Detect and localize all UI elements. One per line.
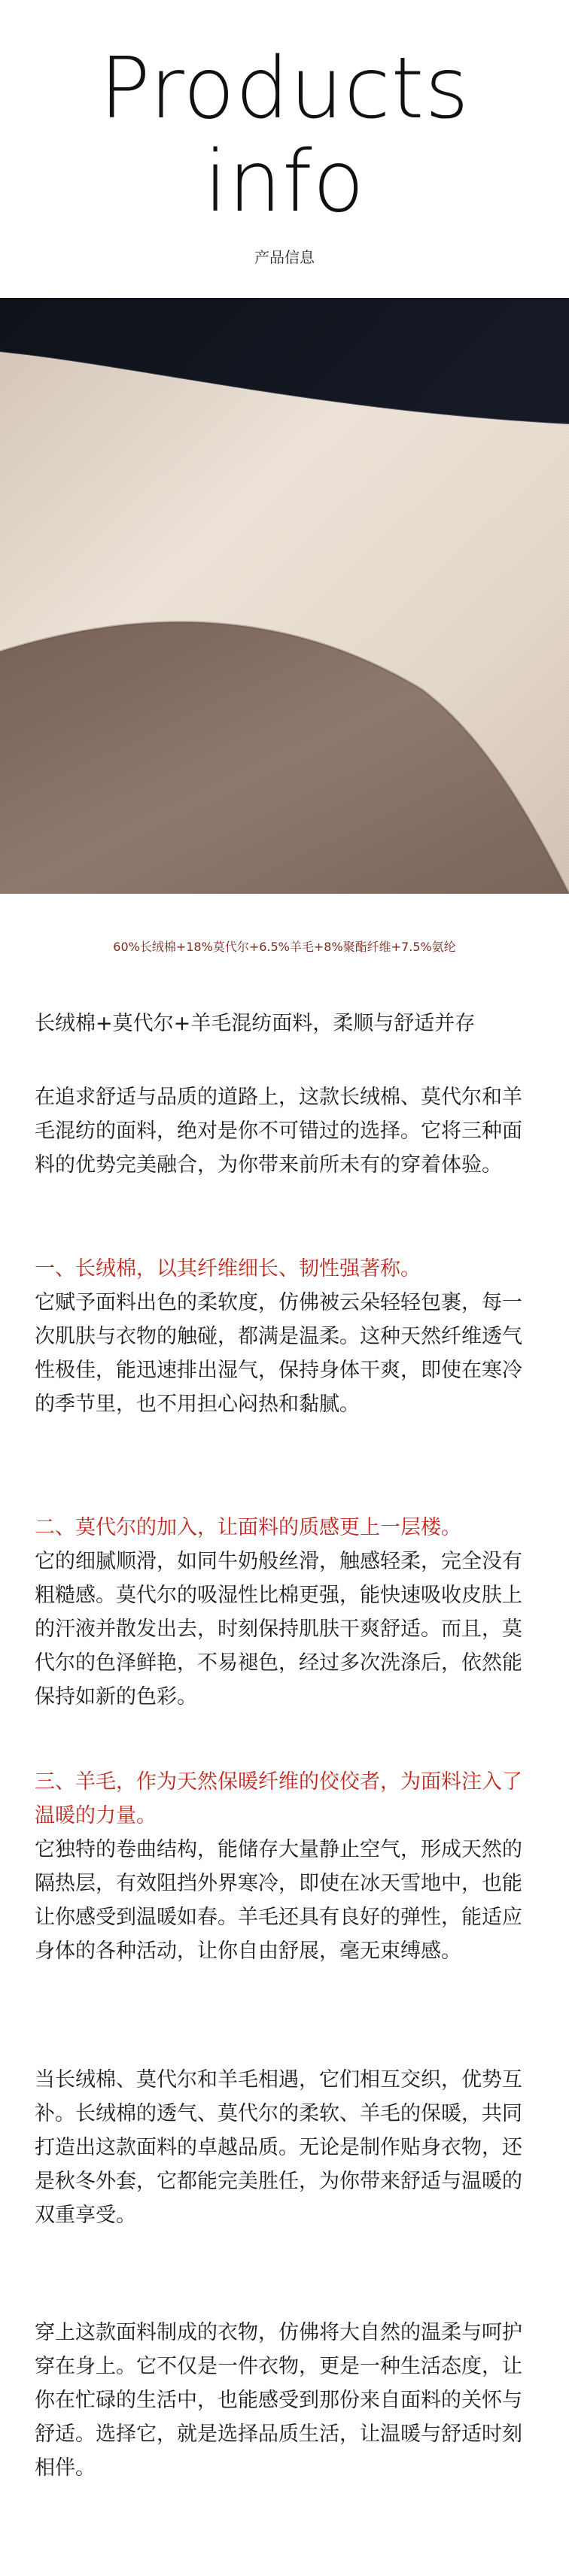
page-title-line1: Products [99,40,470,138]
closing-paragraph: 穿上这款面料制成的衣物，仿佛将大自然的温柔与呵护穿在身上。它不仅是一件衣物，更是一种生活态度，让你在忙碌的生活中，也能感受到那份来自面料的关怀与舒适。选择它，就是选择品质生活，让温暖与舒适时刻相伴。 [35,2321,522,2480]
wool-paragraph: 它独特的卷曲结构，能储存大量静止空气，形成天然的隔热层，有效阻挡外界寒冷，即使在冰天雪地中，也能让你感受到温暖如春。羊毛还具有良好的弹性，能适应身体的各种活动，让你自由舒展，毫无束缚感。 [35,1838,522,1963]
page-title-line2: info [203,133,366,231]
modal-paragraph: 它的细腻顺滑，如同牛奶般丝滑，触感轻柔，完全没有粗糙感。莫代尔的吸湿性比棉更强，能快速吸收皮肤上的汗液并散发出去，时刻保持肌肤干爽舒适。而且，莫代尔的色泽鲜艳，不易褪色，经过多次洗涤后，依然能保持如新的色彩。 [35,1550,522,1709]
page-subtitle: 产品信息 [254,248,315,266]
intro-line: 长绒棉+莫代尔+羊毛混纺面料，柔顺与舒适并存 [35,1012,476,1035]
fabric-composition: 60%长绒棉+18%莫代尔+6.5%羊毛+8%聚酯纤维+7.5%氨纶 [113,940,456,954]
fabric-swatches-photo [0,298,569,894]
cotton-heading: 一、长绒棉，以其纤维细长、韧性强著称。 [35,1257,421,1280]
intro-paragraph: 在追求舒适与品质的道路上，这款长绒棉、莫代尔和羊毛混纺的面料，绝对是你不可错过的选择。它将三种面料的优势完美融合，为你带来前所未有的穿着体验。 [35,1086,522,1177]
wool-heading: 三、羊毛，作为天然保暖纤维的佼佼者，为面料注入了温暖的力量。 [35,1770,522,1827]
combined-paragraph: 当长绒棉、莫代尔和羊毛相遇，它们相互交织，优势互补。长绒棉的透气、莫代尔的柔软、羊毛的保暖，共同打造出这款面料的卓越品质。无论是制作贴身衣物，还是秋冬外套，它都能完美胜任，为你带来舒适与温暖的双重享受。 [35,2068,522,2227]
cotton-paragraph: 它赋予面料出色的柔软度，仿佛被云朵轻轻包裹，每一次肌肤与衣物的触碰，都满是温柔。这种天然纤维透气性极佳，能迅速排出湿气，保持身体干爽，即使在寒冷的季节里，也不用担心闷热和黏腻。 [35,1291,522,1416]
modal-heading: 二、莫代尔的加入，让面料的质感更上一层楼。 [35,1516,461,1539]
